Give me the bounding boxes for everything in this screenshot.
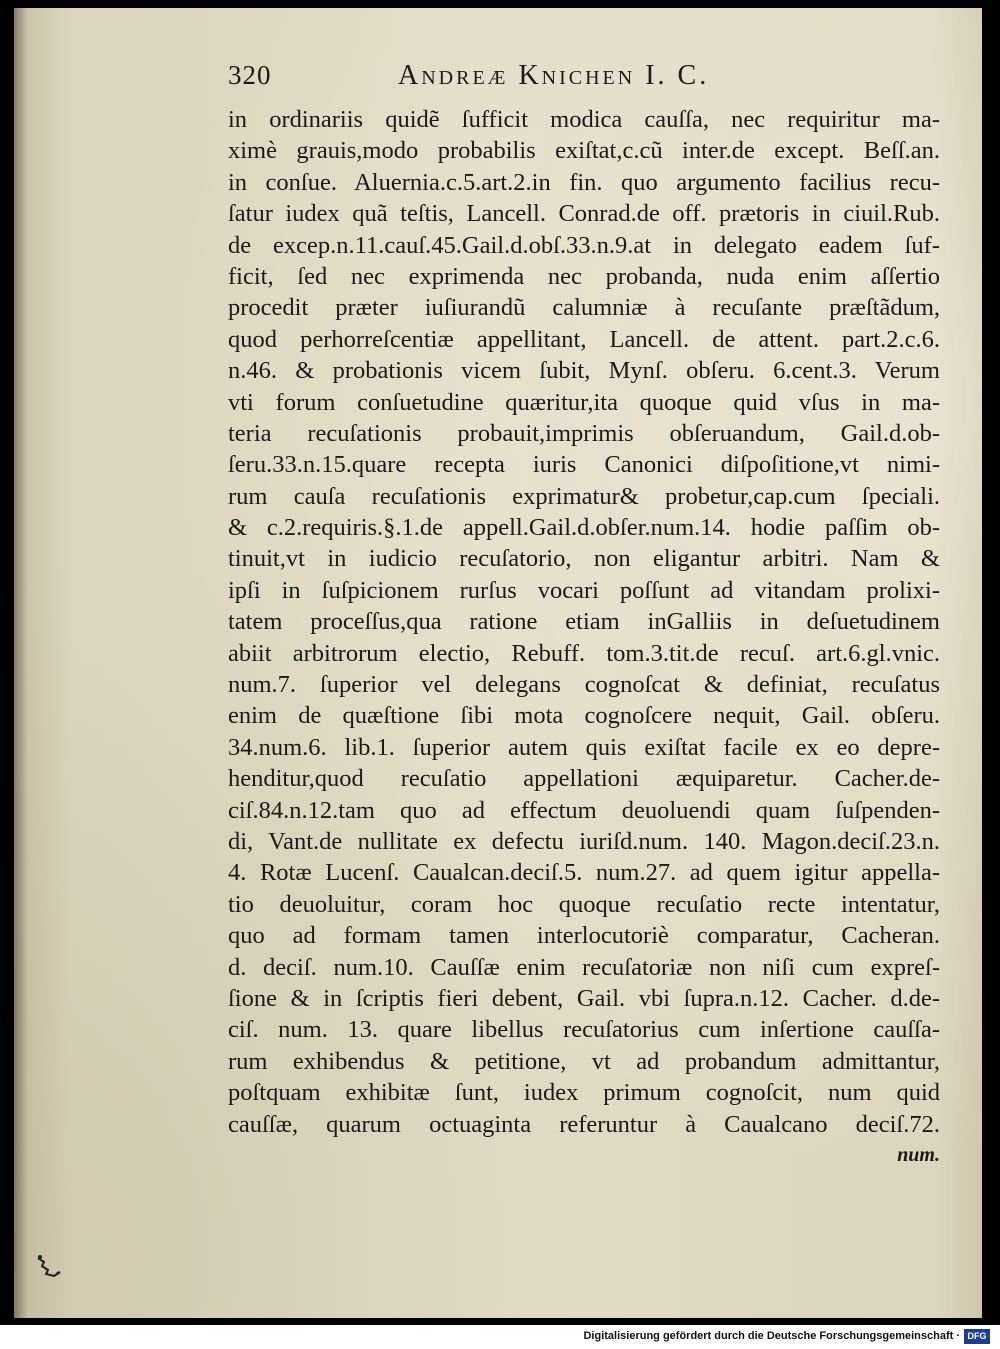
- text-line: cauſſæ, quarum octuaginta referuntur à Caualcano deciſ.72.: [228, 1110, 940, 1138]
- text-line: ſione & in ſcriptis fieri debent, Gail. vbi ſupra.n.12. Cacher. d.de-: [228, 984, 940, 1012]
- text-line: d. deciſ. num.10. Cauſſæ enim recuſatoriæ non niſi cum expreſ-: [228, 953, 940, 981]
- text-line: de excep.n.11.cauſ.45.Gail.d.obſ.33.n.9.at in delegato eadem ſuf-: [228, 231, 940, 259]
- text-line: ſatur iudex quã teſtis, Lancell. Conrad.de off. prætoris in ciuil.Rub.: [228, 200, 940, 228]
- text-line: ſeru.33.n.15.quare recepta iuris Canonici diſpoſitione,vt nimi-: [228, 451, 940, 479]
- text-line: poſtquam exhibitæ ſunt, iudex primum cognoſcit, num quid: [228, 1079, 940, 1107]
- text-line: ficit, ſed nec exprimenda nec probanda, nuda enim aſſertio: [228, 262, 940, 290]
- body-text: [228, 104, 940, 1171]
- text-line: ciſ.84.n.12.tam quo ad effectum deuoluendi quam ſuſpenden-: [228, 796, 940, 824]
- text-line: enim de quæſtione ſibi mota cognoſcere nequit, Gail. obſeru.: [228, 702, 940, 730]
- text-line: num.: [897, 1143, 940, 1166]
- text-line: in conſue. Aluernia.c.5.art.2.in fin. quo argumento facilius recu-: [228, 168, 940, 196]
- running-head: [228, 60, 948, 96]
- text-line: in ordinariis quidẽ ſufficit modica cauſſa, nec requiritur ma-: [228, 106, 940, 133]
- running-title: Andreæ Knichen I. C.: [398, 60, 710, 91]
- text-line: n.46. & probationis vicem ſubit, Mynſ. obſeru. 6.cent.3. Verum: [228, 357, 940, 385]
- text-line: 4. Rotæ Lucenſ. Caualcan.deciſ.5. num.27. ad quem igitur appella-: [228, 859, 940, 887]
- text-line: teria recuſationis probauit,imprimis obſeruandum, Gail.d.ob-: [228, 419, 940, 447]
- ink-blot-mark: [34, 1252, 74, 1282]
- text-line: quod perhorreſcentiæ appellitant, Lancell. de attent. part.2.c.6.: [228, 325, 940, 353]
- text-line: ximè grauis,modo probabilis exiſtat,c.cũ inter.de except. Beſſ.an.: [228, 137, 940, 165]
- text-line: tinuit,vt in iudicio recuſatorio, non eligantur arbitri. Nam &: [228, 545, 940, 573]
- text-line: abiit arbitrorum electio, Rebuff. tom.3.tit.de recuſ. art.6.gl.vnic.: [228, 639, 940, 667]
- text-line: procedit præter iuſiurandũ calumniæ à recuſante præſtãdum,: [228, 294, 940, 322]
- digitization-credit: Digitalisierung gefördert durch die Deutsche Forschungsgemeinschaft ·: [583, 1330, 960, 1342]
- text-line: quo ad formam tamen interlocutoriè comparatur, Cacheran.: [228, 922, 940, 950]
- dfg-logo: DFG: [964, 1329, 990, 1344]
- footer-bar: [0, 1325, 1000, 1349]
- text-line: tatem proceſſus,qua ratione etiam inGalliis in deſuetudinem: [228, 608, 940, 636]
- text-line: di, Vant.de nullitate ex defectu iuriſd.num. 140. Magon.deciſ.23.n.: [228, 827, 940, 855]
- text-line: num.7. ſuperior vel delegans cognoſcat & definiat, recuſatus: [228, 671, 940, 699]
- text-line: rum exhibendus & petitione, vt ad probandum admittantur,: [228, 1047, 940, 1075]
- text-line: ipſi in ſuſpicionem rurſus vocari poſſunt ad vitandam prolixi-: [228, 576, 940, 604]
- text-line: vti forum conſuetudine quæritur,ita quoque quid vſus in ma-: [228, 388, 940, 416]
- text-line: rum cauſa recuſationis exprimatur& probetur,cap.cum ſpeciali.: [228, 482, 940, 510]
- page-number: 320: [228, 60, 272, 90]
- text-line: ciſ. num. 13. quare libellus recuſatorius cum inſertione cauſſa-: [228, 1016, 940, 1044]
- text-line: 34.num.6. lib.1. ſuperior autem quis exiſtat facile ex eo depre-: [228, 733, 940, 761]
- text-line: & c.2.requiris.§.1.de appell.Gail.d.obſer.num.14. hodie paſſim ob-: [228, 514, 940, 542]
- text-line: tio deuoluitur, coram hoc quoque recuſatio recte intentatur,: [228, 890, 940, 918]
- text-line: henditur,quod recuſatio appellationi æquiparetur. Cacher.de-: [228, 765, 940, 793]
- gutter-shadow: [14, 8, 28, 1318]
